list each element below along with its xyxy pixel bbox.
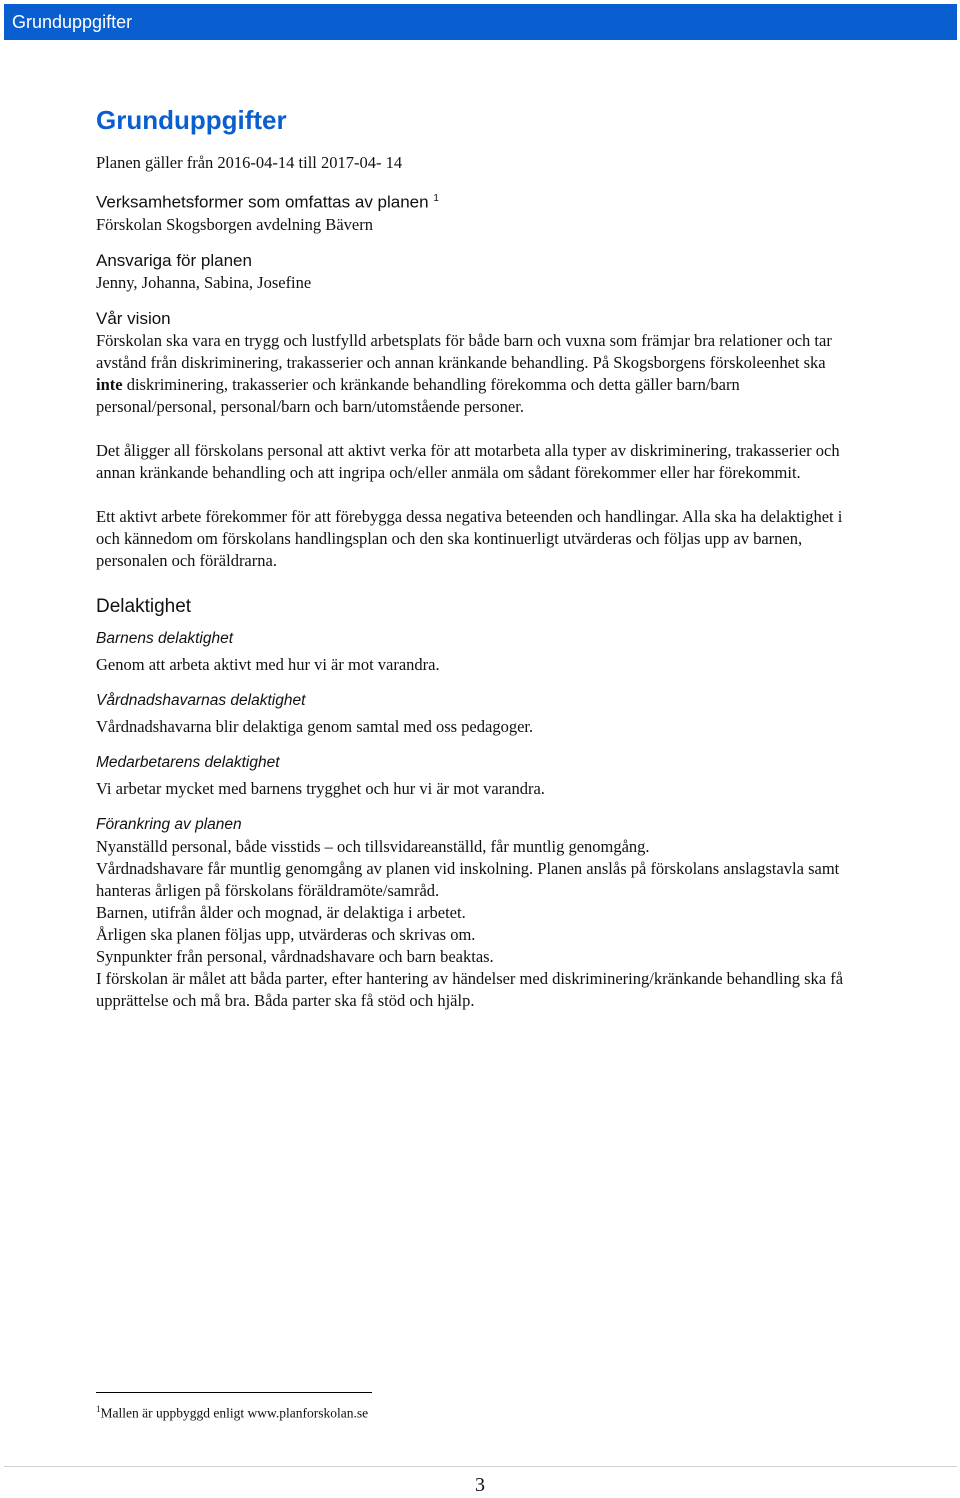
staff-participation-label: Medarbetarens delaktighet	[96, 753, 280, 771]
vision-text-part-2: diskriminering, trakasserier och kränkande behandling förekomma och detta gäller barn/barn personal/personal, personal/barn och barn/utomstående personer.	[96, 374, 740, 416]
page-number: 3	[475, 1474, 485, 1496]
paragraph-responsibility: Det åligger all förskolans personal att aktivt verka för att motarbeta alla typer av diskriminering, trakasserier och annan kränkande behandling och att ingripa och/eller anmäla om sådant förekommer eller har förekommit.	[96, 440, 840, 482]
operations-label-text: Verksamhetsformer som omfattas av planen	[96, 192, 429, 212]
anchoring-line: Nyanställd personal, både visstids – och tillsvidareanställd, får muntlig genomgång.	[96, 836, 650, 856]
validity-text: Planen gäller från 2016-04-14 till 2017-04- 14	[96, 153, 403, 172]
guardians-participation-text: Vårdnadshavarna blir delaktiga genom samtal med oss pedagoger.	[96, 716, 534, 736]
vision-text-part-1: Förskolan ska vara en trygg och lustfylld arbetsplats för både barn och vuxna som främjar bra relationer och tar avstånd från diskriminering, trakasserier och annan kränkande behandling. På Skogsborgens förskoleenhet ska	[96, 330, 832, 372]
vision-paragraph	[96, 330, 856, 418]
footnote-marker: 1	[96, 1404, 101, 1414]
staff-participation-text: Vi arbetar mycket med barnens trygghet och hur vi är mot varandra.	[96, 778, 545, 798]
children-participation-label: Barnens delaktighet	[96, 629, 234, 647]
anchoring-line: I förskolan är målet att båda parter, efter hantering av händelser med diskriminering/kränkande behandling ska få upprättelse och må bra. Båda parter ska få stöd och hjälp.	[96, 968, 844, 1010]
header-title: Grunduppgifter	[12, 12, 133, 32]
anchoring-line: Årligen ska planen följas upp, utvärderas och skrivas om.	[96, 924, 476, 944]
vision-text-bold: inte	[96, 374, 123, 394]
footnote-divider	[96, 1392, 372, 1393]
operations-value: Förskolan Skogsborgen avdelning Bävern	[96, 214, 373, 234]
page-title: Grunduppgifter	[96, 105, 287, 135]
footnote-reference: 1	[433, 193, 439, 204]
anchoring-line: Vårdnadshavare får muntlig genomgång av planen vid inskolning. Planen anslås på förskolans anslagstavla samt hanteras årligen på förskolans föräldramöte/samråd.	[96, 858, 840, 900]
anchoring-label: Förankring av planen	[96, 815, 242, 833]
document-body	[96, 104, 856, 1012]
anchoring-line: Barnen, utifrån ålder och mognad, är delaktiga i arbetet.	[96, 902, 466, 922]
footnote	[96, 1404, 368, 1422]
responsible-label: Ansvariga för planen	[96, 250, 252, 270]
page-footer-divider	[4, 1466, 957, 1467]
anchoring-line: Synpunkter från personal, vårdnadshavare och barn beaktas.	[96, 946, 494, 966]
header-bar	[4, 4, 957, 40]
children-participation-text: Genom att arbeta aktivt med hur vi är mot varandra.	[96, 654, 440, 674]
responsible-value: Jenny, Johanna, Sabina, Josefine	[96, 272, 312, 292]
section-heading-delaktighet: Delaktighet	[96, 595, 192, 617]
footnote-text: Mallen är uppbyggd enligt www.planforskolan.se	[100, 1405, 369, 1421]
vision-label: Vår vision	[96, 308, 171, 328]
guardians-participation-label: Vårdnadshavarnas delaktighet	[96, 691, 306, 709]
operations-label	[96, 188, 856, 214]
paragraph-prevention: Ett aktivt arbete förekommer för att förebygga dessa negativa beteenden och handlingar. Alla ska ha delaktighet i och kännedom om förskolans handlingsplan och den ska kontinuerligt utvärderas och följas upp av barnen, personalen och föräldrarna.	[96, 506, 843, 570]
